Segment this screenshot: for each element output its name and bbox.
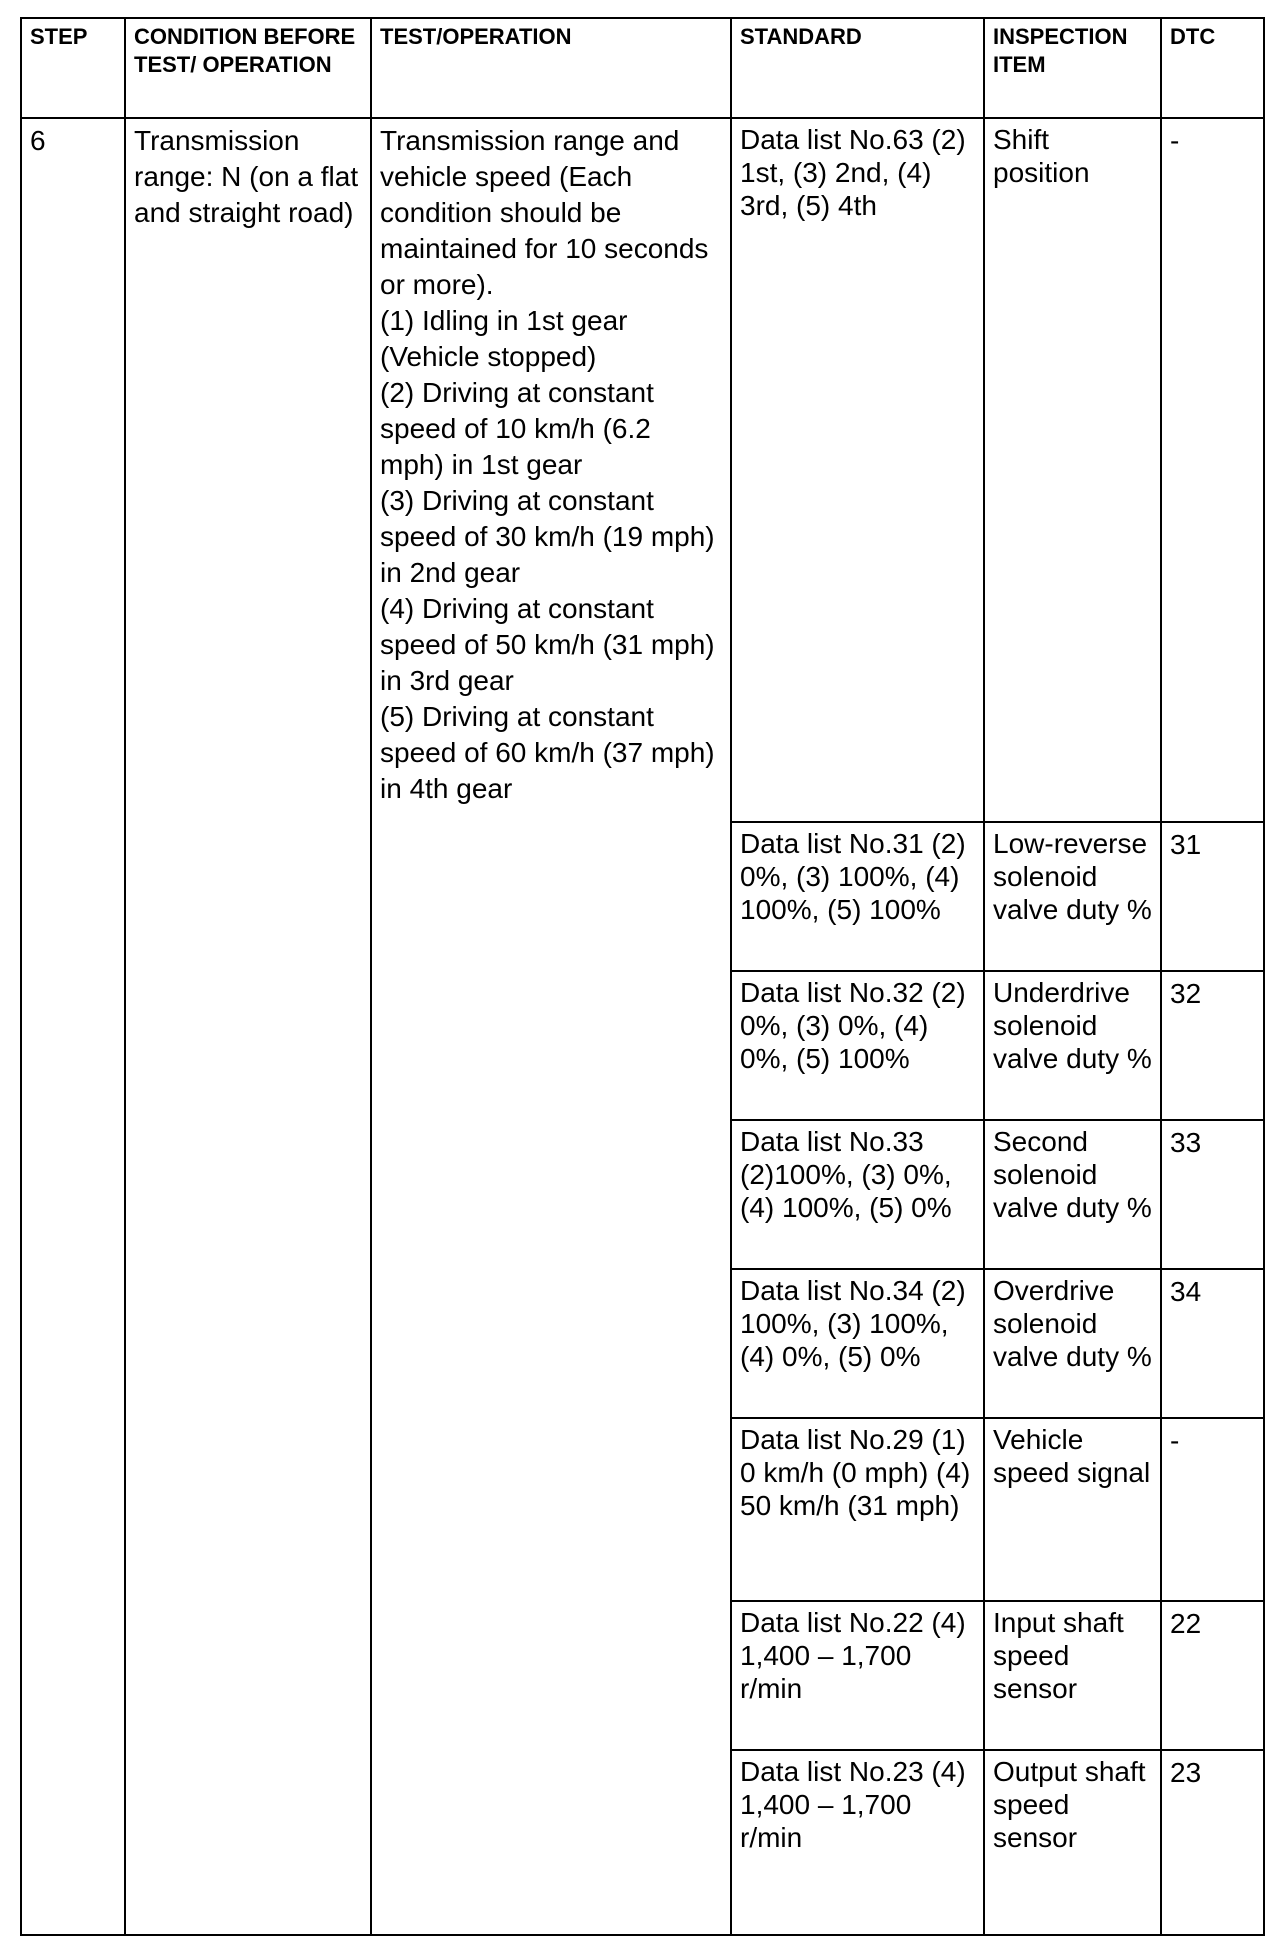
inspection-item-cell: Underdrive solenoid valve duty %: [984, 971, 1161, 1120]
dtc-cell: 23: [1161, 1750, 1264, 1935]
header-step: STEP: [21, 18, 125, 118]
inspection-item-cell: Second solenoid valve duty %: [984, 1120, 1161, 1269]
header-test: TEST/OPERATION: [371, 18, 731, 118]
header-row: [21, 18, 1264, 118]
standard-cell: Data list No.34 (2) 100%, (3) 100%, (4) 0%, (5) 0%: [731, 1269, 984, 1418]
inspection-item-cell: Low-reverse solenoid valve duty %: [984, 822, 1161, 971]
inspection-table: [20, 17, 1265, 1936]
test-step: (3) Driving at constant speed of 30 km/h (19 mph) in 2nd gear: [380, 485, 715, 588]
standard-cell: Data list No.33 (2)100%, (3) 0%, (4) 100%, (5) 0%: [731, 1120, 984, 1269]
standard-cell: Data list No.31 (2) 0%, (3) 100%, (4) 100%, (5) 100%: [731, 822, 984, 971]
header-dtc: DTC: [1161, 18, 1264, 118]
dtc-cell: 32: [1161, 971, 1264, 1120]
standard-cell: Data list No.22 (4) 1,400 – 1,700 r/min: [731, 1601, 984, 1750]
dtc-cell: 33: [1161, 1120, 1264, 1269]
inspection-item-cell: Overdrive solenoid valve duty %: [984, 1269, 1161, 1418]
standard-cell: Data list No.63 (2) 1st, (3) 2nd, (4) 3rd, (5) 4th: [731, 118, 984, 822]
standard-cell: Data list No.32 (2) 0%, (3) 0%, (4) 0%, (5) 100%: [731, 971, 984, 1120]
test-step: (2) Driving at constant speed of 10 km/h (6.2 mph) in 1st gear: [380, 377, 654, 480]
inspection-item-cell: Input shaft speed sensor: [984, 1601, 1161, 1750]
test-operation-cell: [371, 118, 731, 1935]
dtc-cell: -: [1161, 118, 1264, 822]
condition-cell: Transmission range: N (on a flat and straight road): [125, 118, 371, 1935]
test-step: (1) Idling in 1st gear (Vehicle stopped): [380, 305, 628, 372]
dtc-cell: 34: [1161, 1269, 1264, 1418]
test-step: (5) Driving at constant speed of 60 km/h (37 mph) in 4th gear: [380, 701, 715, 804]
table-row: [21, 118, 1264, 822]
header-inspection: INSPECTION ITEM: [984, 18, 1161, 118]
inspection-item-cell: Shift position: [984, 118, 1161, 822]
standard-cell: Data list No.23 (4) 1,400 – 1,700 r/min: [731, 1750, 984, 1935]
test-intro: Transmission range and vehicle speed (Each condition should be maintained for 10 seconds or more).: [380, 125, 709, 300]
test-step: (4) Driving at constant speed of 50 km/h (31 mph) in 3rd gear: [380, 593, 715, 696]
inspection-item-cell: Output shaft speed sensor: [984, 1750, 1161, 1935]
standard-cell: Data list No.29 (1) 0 km/h (0 mph) (4) 50 km/h (31 mph): [731, 1418, 984, 1601]
header-condition: CONDITION BEFORE TEST/ OPERATION: [125, 18, 371, 118]
inspection-item-cell: Vehicle speed signal: [984, 1418, 1161, 1601]
dtc-cell: -: [1161, 1418, 1264, 1601]
dtc-cell: 22: [1161, 1601, 1264, 1750]
dtc-cell: 31: [1161, 822, 1264, 971]
header-standard: STANDARD: [731, 18, 984, 118]
step-number: 6: [21, 118, 125, 1935]
